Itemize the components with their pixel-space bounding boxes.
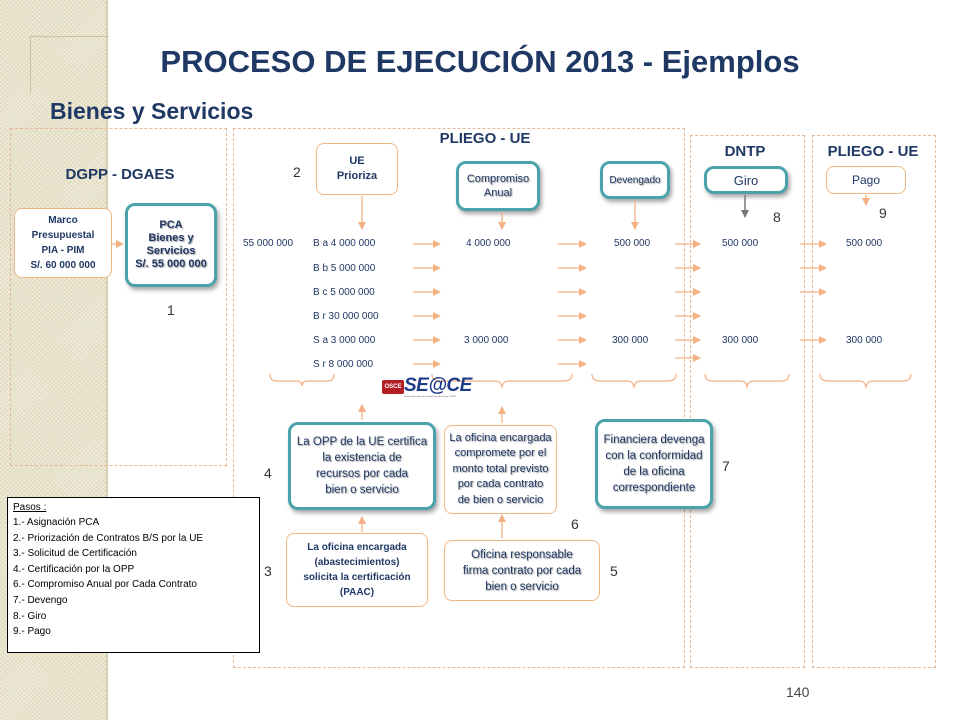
oficina-solicita-box: [286, 533, 428, 607]
seace-logo: [382, 375, 472, 403]
step-number-4: 4: [264, 465, 272, 481]
page-title: PROCESO DE EJECUCIÓN 2013 - Ejemplos: [160, 44, 800, 79]
financiera-line-1: Financiera devenga: [603, 434, 705, 446]
compromiso-amount-ba: 4 000 000: [466, 238, 511, 249]
giro-amount-sa: 300 000: [722, 335, 759, 346]
ue-prioriza-line-1: UE: [349, 155, 365, 167]
marco-line-3: PIA - PIM: [41, 245, 85, 256]
compromete-line-4: por cada contrato: [457, 478, 544, 491]
step-number-9: 9: [879, 205, 887, 221]
solicita-line-4: (PAAC): [339, 587, 375, 598]
seace-wordmark: SE@CE: [404, 375, 472, 396]
step-item: 4.- Certificación por la OPP: [13, 563, 135, 575]
region-label-dgpp: DGPP - DGAES: [65, 166, 175, 183]
step-item: 8.- Giro: [13, 610, 47, 622]
step-number-7: 7: [722, 458, 730, 474]
marco-line-4: S/. 60 000 000: [30, 260, 96, 271]
ue-prioriza-line-2: Prioriza: [336, 170, 378, 182]
row-label-bb: B b 5 000 000: [313, 263, 376, 274]
giro-box: Giro: [704, 166, 788, 194]
oficina-firma-box: [444, 540, 600, 601]
solicita-line-2: (abastecimientos): [314, 557, 400, 568]
financiera-line-3: de la oficina: [623, 466, 685, 478]
firma-line-1: Oficina responsable: [471, 548, 573, 561]
amount-total: 55 000 000: [243, 238, 294, 249]
pca-line-1: PCA: [159, 219, 183, 231]
step-number-8: 8: [773, 209, 781, 225]
compromete-line-3: monto total previsto: [452, 462, 549, 475]
row-label-bc: B c 5 000 000: [313, 287, 375, 298]
solicita-line-1: La oficina encargada: [307, 542, 407, 553]
region-label-dntp: DNTP: [724, 143, 766, 160]
row-label-sa: S a 3 000 000: [313, 335, 376, 346]
financiera-line-2: con la conformidad: [605, 450, 703, 462]
opp-line-2: la existencia de: [322, 452, 402, 464]
step-item: 6.- Compromiso Anual por Cada Contrato: [13, 579, 197, 591]
region-label-pliego-ue: PLIEGO - UE: [439, 130, 531, 147]
step-item: 7.- Devengo: [13, 594, 68, 606]
osce-badge: OSCE: [382, 380, 404, 394]
seace-tagline: Sistema Electrónico de Contrataciones del Estado - PERÚ: [404, 396, 456, 398]
marco-line-2: Presupuestal: [31, 230, 95, 241]
giro-amount-ba: 500 000: [722, 238, 759, 249]
solicita-line-3: solicita la certificación: [303, 572, 411, 583]
pago-box: Pago: [826, 166, 906, 194]
bracket-4: [705, 374, 789, 388]
financiera-line-4: correspondiente: [612, 482, 696, 494]
oficina-compromete-box: [444, 425, 557, 514]
compromete-line-5: de bien o servicio: [457, 493, 544, 506]
step-item: 1.- Asignación PCA: [13, 517, 100, 528]
steps-legend: [7, 497, 260, 653]
row-label-sr: S r 8 000 000: [313, 359, 374, 370]
pca-line-4: S/. 55 000 000: [135, 258, 207, 270]
compromiso-line-2: Anual: [483, 187, 513, 199]
step-number-1: 1: [167, 302, 175, 318]
opp-line-4: bien o servicio: [325, 484, 399, 496]
compromiso-line-1: Compromiso: [466, 173, 530, 185]
bracket-5: [820, 374, 911, 388]
compromete-line-2: compromete por el: [454, 447, 547, 460]
devengado-amount-sa: 300 000: [612, 335, 649, 346]
pago-amount-ba: 500 000: [846, 238, 883, 249]
pca-line-3: Servicios: [146, 245, 196, 257]
step-number-2: 2: [293, 164, 301, 180]
steps-header: Pasos :: [13, 502, 47, 513]
page-number: 140: [786, 684, 810, 700]
opp-certifica-box: [288, 422, 436, 510]
step-number-6: 6: [571, 516, 579, 532]
bracket-1: [270, 374, 334, 386]
financiera-devenga-box: [595, 419, 713, 509]
pago-amount-sa: 300 000: [846, 335, 883, 346]
page-subtitle: Bienes y Servicios: [50, 98, 254, 124]
opp-line-1: La OPP de la UE certifica: [296, 436, 428, 448]
step-item: 3.- Solicitud de Certificación: [13, 548, 137, 560]
devengado-amount-ba: 500 000: [614, 238, 651, 249]
compromete-line-1: La oficina encargada: [449, 431, 552, 444]
firma-line-3: bien o servicio: [485, 580, 559, 593]
bracket-3: [592, 374, 676, 388]
step-item: 2.- Priorización de Contratos B/S por la UE: [13, 532, 204, 544]
row-label-ba: B a 4 000 000: [313, 238, 376, 249]
step-item: 9.- Pago: [13, 626, 51, 638]
compromiso-amount-sa: 3 000 000: [464, 335, 509, 346]
region-label-pliego-ue-2: PLIEGO - UE: [827, 143, 919, 160]
pca-line-2: Bienes y: [148, 232, 194, 244]
marco-line-1: Marco: [48, 215, 78, 226]
step-number-5: 5: [610, 563, 618, 579]
devengado-box: Devengado: [600, 161, 670, 199]
opp-line-3: recursos por cada: [315, 468, 409, 480]
row-label-br: B r 30 000 000: [313, 311, 379, 322]
step-number-3: 3: [264, 563, 272, 579]
firma-line-2: firma contrato por cada: [462, 564, 582, 577]
